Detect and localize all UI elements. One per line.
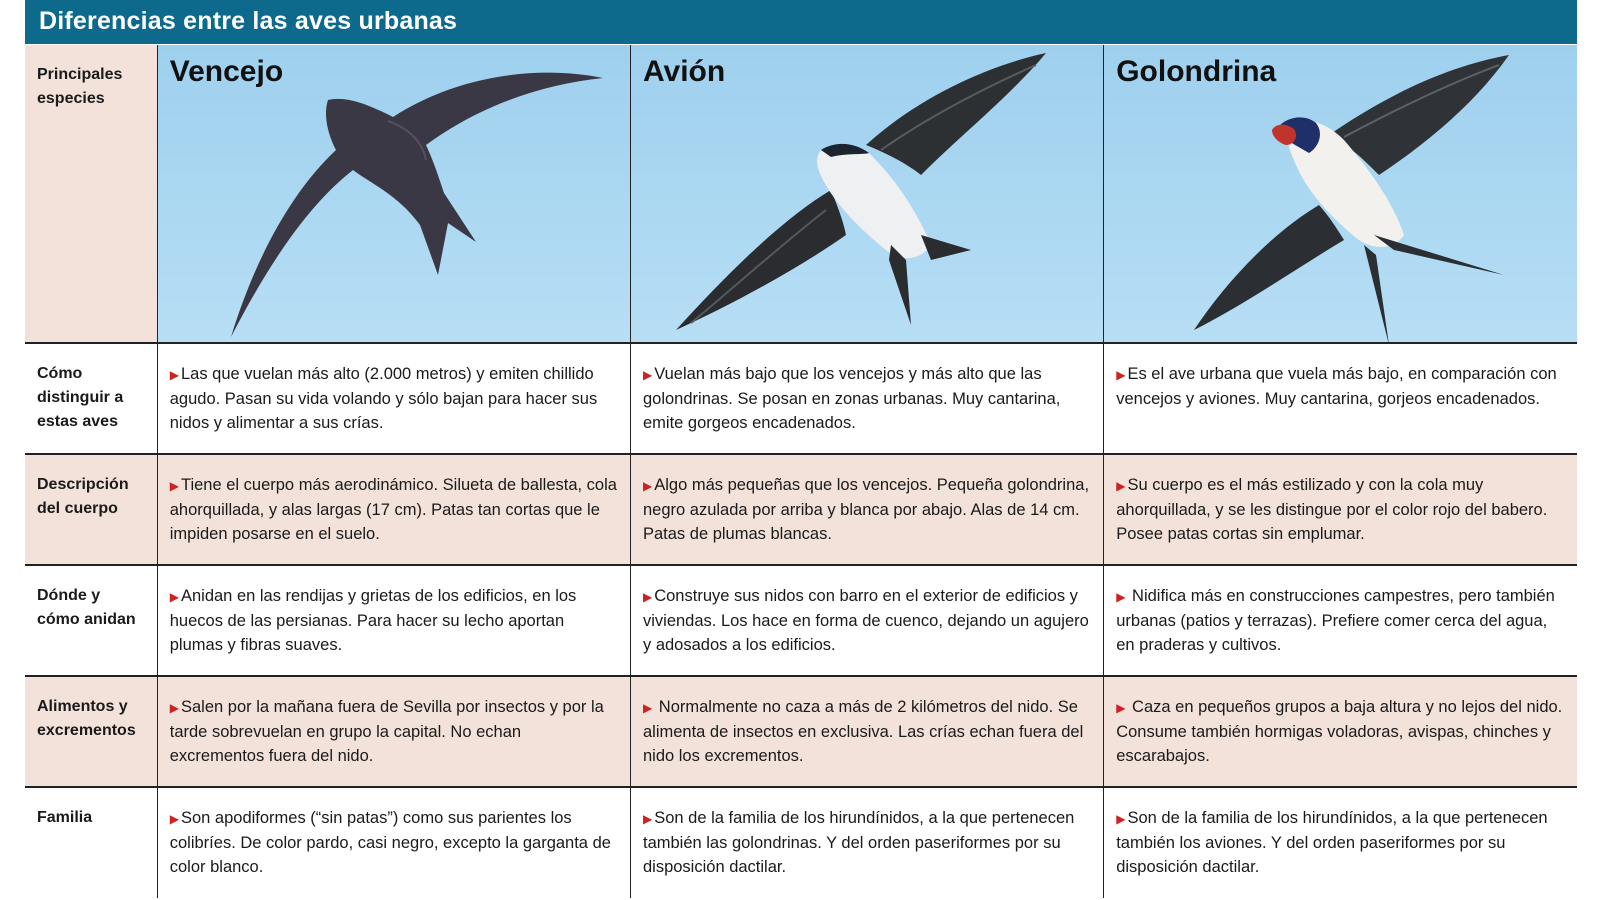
table-row-especies	[25, 45, 1577, 343]
cell-descripcion-vencejo: ▶ Tiene el cuerpo más aerodinámico. Silueta de ballesta, cola ahorquillada, y alas largas (17 cm). Patas tan cortas que le impiden posarse en el suelo.	[157, 454, 630, 565]
bullet-icon: ▶	[642, 479, 653, 493]
table-row-donde	[25, 565, 1577, 676]
bullet-icon: ▶	[169, 812, 179, 826]
bullet-icon: ▶	[169, 479, 179, 493]
comparison-table	[25, 45, 1577, 898]
species-cell-vencejo	[157, 45, 630, 343]
species-cell-avion	[630, 45, 1103, 343]
cell-donde-avion: ▶ Construye sus nidos con barro en el exterior de edificios y viviendas. Los hace en forma de cuenco, dejando un agujero y adosados a los edificios.	[630, 565, 1103, 676]
bullet-icon: ▶	[169, 368, 179, 382]
swift-icon	[158, 45, 616, 343]
house-martin-icon	[631, 45, 1089, 343]
table-row-distinguir	[25, 343, 1577, 454]
cell-distinguir-vencejo: ▶ Las que vuelan más alto (2.000 metros) y emiten chillido agudo. Pasan su vida volando y sólo bajan para hacer sus nidos y alimentar a sus crías.	[157, 343, 630, 454]
cell-distinguir-avion: ▶ Vuelan más bajo que los vencejos y más alto que las golondrinas. Se posan en zonas urbanas. Muy cantarina, emite gorgeos encadenados.	[630, 343, 1103, 454]
table-row-descripcion	[25, 454, 1577, 565]
cell-alimentos-vencejo: ▶ Salen por la mañana fuera de Sevilla por insectos y por la tarde sobrevuelan en grupo la capital. No echan excrementos fuera del nido.	[157, 676, 630, 787]
bullet-icon: ▶	[642, 812, 653, 826]
cell-distinguir-golondrina: ▶ Es el ave urbana que vuela más bajo, en comparación con vencejos y aviones. Muy cantarina, gorjeos encadenados.	[1104, 343, 1577, 454]
row-label-descripcion: Descripción del cuerpo	[25, 454, 157, 565]
bullet-icon: ▶	[1116, 590, 1126, 604]
bullet-icon: ▶	[1116, 812, 1126, 826]
table-row-familia	[25, 787, 1577, 898]
bullet-icon: ▶	[642, 368, 653, 382]
species-name-vencejo: Vencejo	[169, 55, 284, 88]
row-label-especies: Principales especies	[25, 45, 157, 343]
row-label-familia: Familia	[25, 787, 157, 898]
row-label-donde: Dónde y cómo anidan	[25, 565, 157, 676]
cell-donde-vencejo: ▶ Anidan en las rendijas y grietas de los edificios, en los huecos de las persianas. Para hacer su lecho aportan plumas y fibras suaves.	[157, 565, 630, 676]
species-cell-golondrina	[1104, 45, 1577, 343]
species-name-avion: Avión	[642, 55, 726, 88]
cell-familia-golondrina: ▶ Son de la familia de los hirundínidos, a la que pertenecen también los aviones. Y del orden paseriformes por su disposición dactilar.	[1104, 787, 1577, 898]
cell-familia-avion: ▶ Son de la familia de los hirundínidos, a la que pertenecen también las golondrinas. Y del orden paseriformes por su disposición dactilar.	[630, 787, 1103, 898]
table-row-alimentos	[25, 676, 1577, 787]
cell-alimentos-avion: ▶ Normalmente no caza a más de 2 kilómetros del nido. Se alimenta de insectos en exclusiva. Las crías echan fuera del nido los excrementos.	[630, 676, 1103, 787]
cell-alimentos-golondrina: ▶ Caza en pequeños grupos a baja altura y no lejos del nido. Consume también hormigas voladoras, avispas, chinches y escarabajos.	[1104, 676, 1577, 787]
bullet-icon: ▶	[1116, 479, 1126, 493]
bullet-icon: ▶	[642, 701, 653, 715]
bullet-icon: ▶	[642, 590, 653, 604]
species-name-golondrina: Golondrina	[1116, 55, 1277, 88]
cell-donde-golondrina: ▶ Nidifica más en construcciones campestres, pero también urbanas (patios y terrazas). Prefiere comer cerca del agua, en praderas y cultivos.	[1104, 565, 1577, 676]
bullet-icon: ▶	[1116, 368, 1126, 382]
row-label-alimentos: Alimentos y excrementos	[25, 676, 157, 787]
cell-familia-vencejo: ▶ Son apodiformes (“sin patas”) como sus parientes los colibríes. De color pardo, casi negro, excepto la garganta de color blanco.	[157, 787, 630, 898]
infographic	[25, 0, 1577, 900]
swallow-icon	[1104, 45, 1562, 343]
bullet-icon: ▶	[169, 590, 179, 604]
bullet-icon: ▶	[169, 701, 179, 715]
page-title: Diferencias entre las aves urbanas	[25, 0, 1577, 44]
bullet-icon: ▶	[1116, 701, 1126, 715]
row-label-distinguir: Cómo distinguir a estas aves	[25, 343, 157, 454]
cell-descripcion-golondrina: ▶ Su cuerpo es el más estilizado y con la cola muy ahorquillada, y se les distingue por el color rojo del babero. Posee patas cortas sin emplumar.	[1104, 454, 1577, 565]
cell-descripcion-avion: ▶ Algo más pequeñas que los vencejos. Pequeña golondrina, negro azulada por arriba y blanca por abajo. Alas de 14 cm. Patas de plumas blancas.	[630, 454, 1103, 565]
